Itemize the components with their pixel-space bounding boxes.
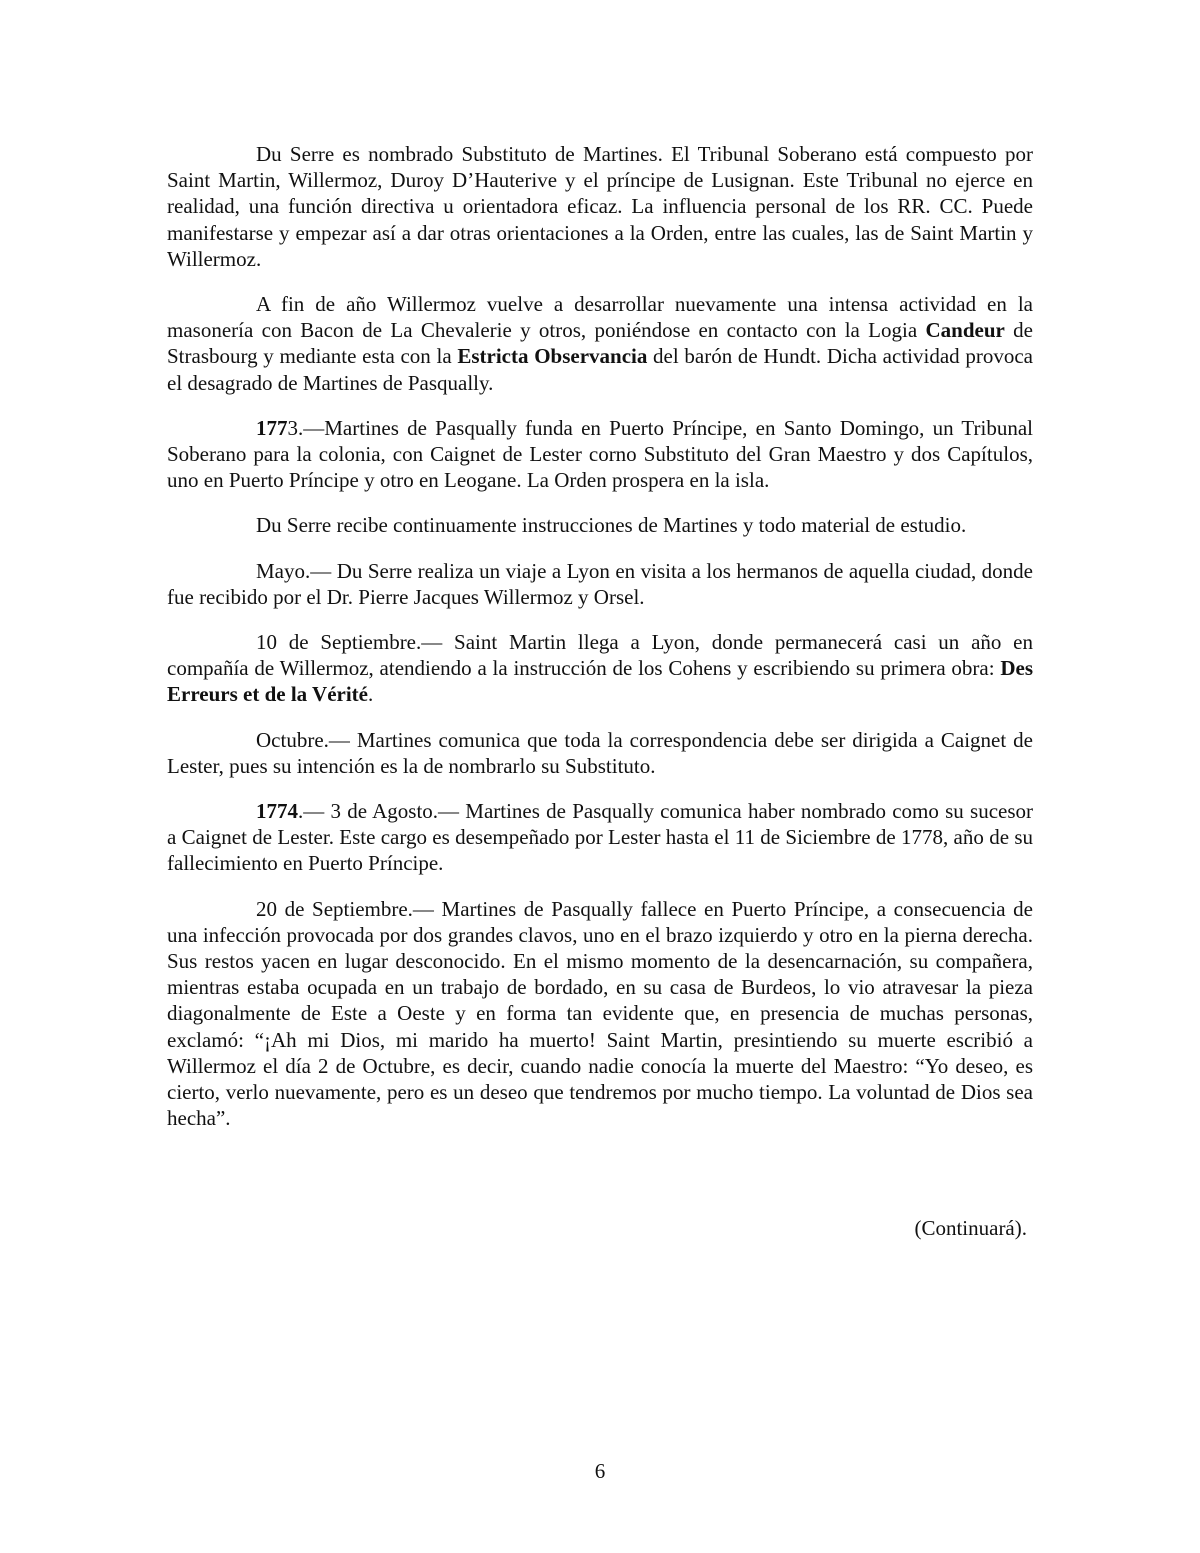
paragraph [167,727,1033,779]
paragraph [167,558,1033,610]
paragraph-text: Octubre.— Martines comunica que toda la correspondencia debe ser dirigida a Caignet de Lester, pues su intención es la de nombrarlo su Substituto. [167,727,1033,778]
paragraph-text: de Strasbourg y mediante esta con la [167,318,1034,369]
bold-text: Estricta Observancia [457,344,648,369]
paragraph-list [167,141,1033,1132]
bold-text: Des Erreurs et de la Vérité [167,656,1033,707]
paragraph [167,512,1033,538]
paragraph-text: .— 3 de Agosto.— Martines de Pasqually comunica haber nombrado como su sucesor a Caignet de Lester. Este cargo es desempeñado por Lester hasta el 11 de Siciembre de 1778, año de su fallecimiento en Puerto Príncipe. [167,799,1033,876]
paragraph-text: Du Serre es nombrado Substituto de Martines. El Tribunal Soberano está compuesto por Saint Martin, Willermoz, Duroy D’Hauterive y el príncipe de Lusignan. Este Tribunal no ejerce en realidad, una función directiva u orientadora eficaz. La influencia personal de los RR. CC. Puede manifestarse y empezar así a dar otras orientaciones a la Orden, entre las cuales, las de Saint Martin y Willermoz. [167,142,1033,271]
paragraph-text: 10 de Septiembre.— Saint Martin llega a Lyon, donde permanecerá casi un año en compañía de Willermoz, atendiendo a la instrucción de los Cohens y escribiendo su primera obra: [167,630,1033,681]
paragraph-text: 3.—Martines de Pasqually funda en Puerto Príncipe, en Santo Domingo, un Tribunal Soberano para la colonia, con Caignet de Lester corno Substituto del Gran Maestro y dos Capítulos, uno en Puerto Príncipe y otro en Leogane. La Orden prospera en la isla. [167,415,1033,493]
paragraph-text: del barón de Hundt. Dicha actividad provoca el desagrado de Martines de Pasqually. [167,344,1033,395]
paragraph-text: Mayo.— Du Serre realiza un viaje a Lyon en visita a los hermanos de aquella ciudad, donde fue recibido por el Dr. Pierre Jacques Willermoz y Orsel. [167,558,1033,609]
document-body [167,141,1033,1151]
paragraph [167,415,1033,494]
paragraph [167,798,1033,877]
page-number: 6 [594,1459,606,1483]
paragraph [167,141,1033,272]
paragraph [167,629,1033,708]
bold-text: 1774 [256,799,298,824]
paragraph-text: . [368,682,374,707]
bold-text: 177 [256,415,288,440]
paragraph [167,896,1033,1132]
paragraph-text: Du Serre recibe continuamente instrucciones de Martines y todo material de estudio. [256,513,967,538]
bold-text: Candeur [925,318,1005,343]
paragraph [167,291,1033,396]
paragraph-text: 20 de Septiembre.— Martines de Pasqually fallece en Puerto Príncipe, a consecuencia de una infección provocada por dos grandes clavos, uno en el brazo izquierdo y otro en la pierna derecha. Sus restos yacen en lugar desconocido. En el mismo momento de la desencarnación, su compañera, mientras estaba ocupada en un trabajo de bordado, en su casa de Burdeos, lo vio atravesar la pieza diagonalmente de Este a Oeste y en forma tan evidente que, en presencia de muchas personas, exclamó: “¡Ah mi Dios, mi marido ha muerto! Saint Martin, presintiendo su muerte escribió a Willermoz el día 2 de Octubre, es decir, cuando nadie conocía la muerte del Maestro: “Yo deseo, es cierto, verlo nuevamente, pero es un deseo que tendremos por mucho tiempo. La voluntad de Dios sea hecha”. [167,896,1033,1131]
continuation-note: (Continuará). [914,1216,1027,1240]
paragraph-text: A fin de año Willermoz vuelve a desarrollar nuevamente una intensa actividad en la masonería con Bacon de La Chevalerie y otros, poniéndose en contacto con la Logia [167,292,1033,343]
